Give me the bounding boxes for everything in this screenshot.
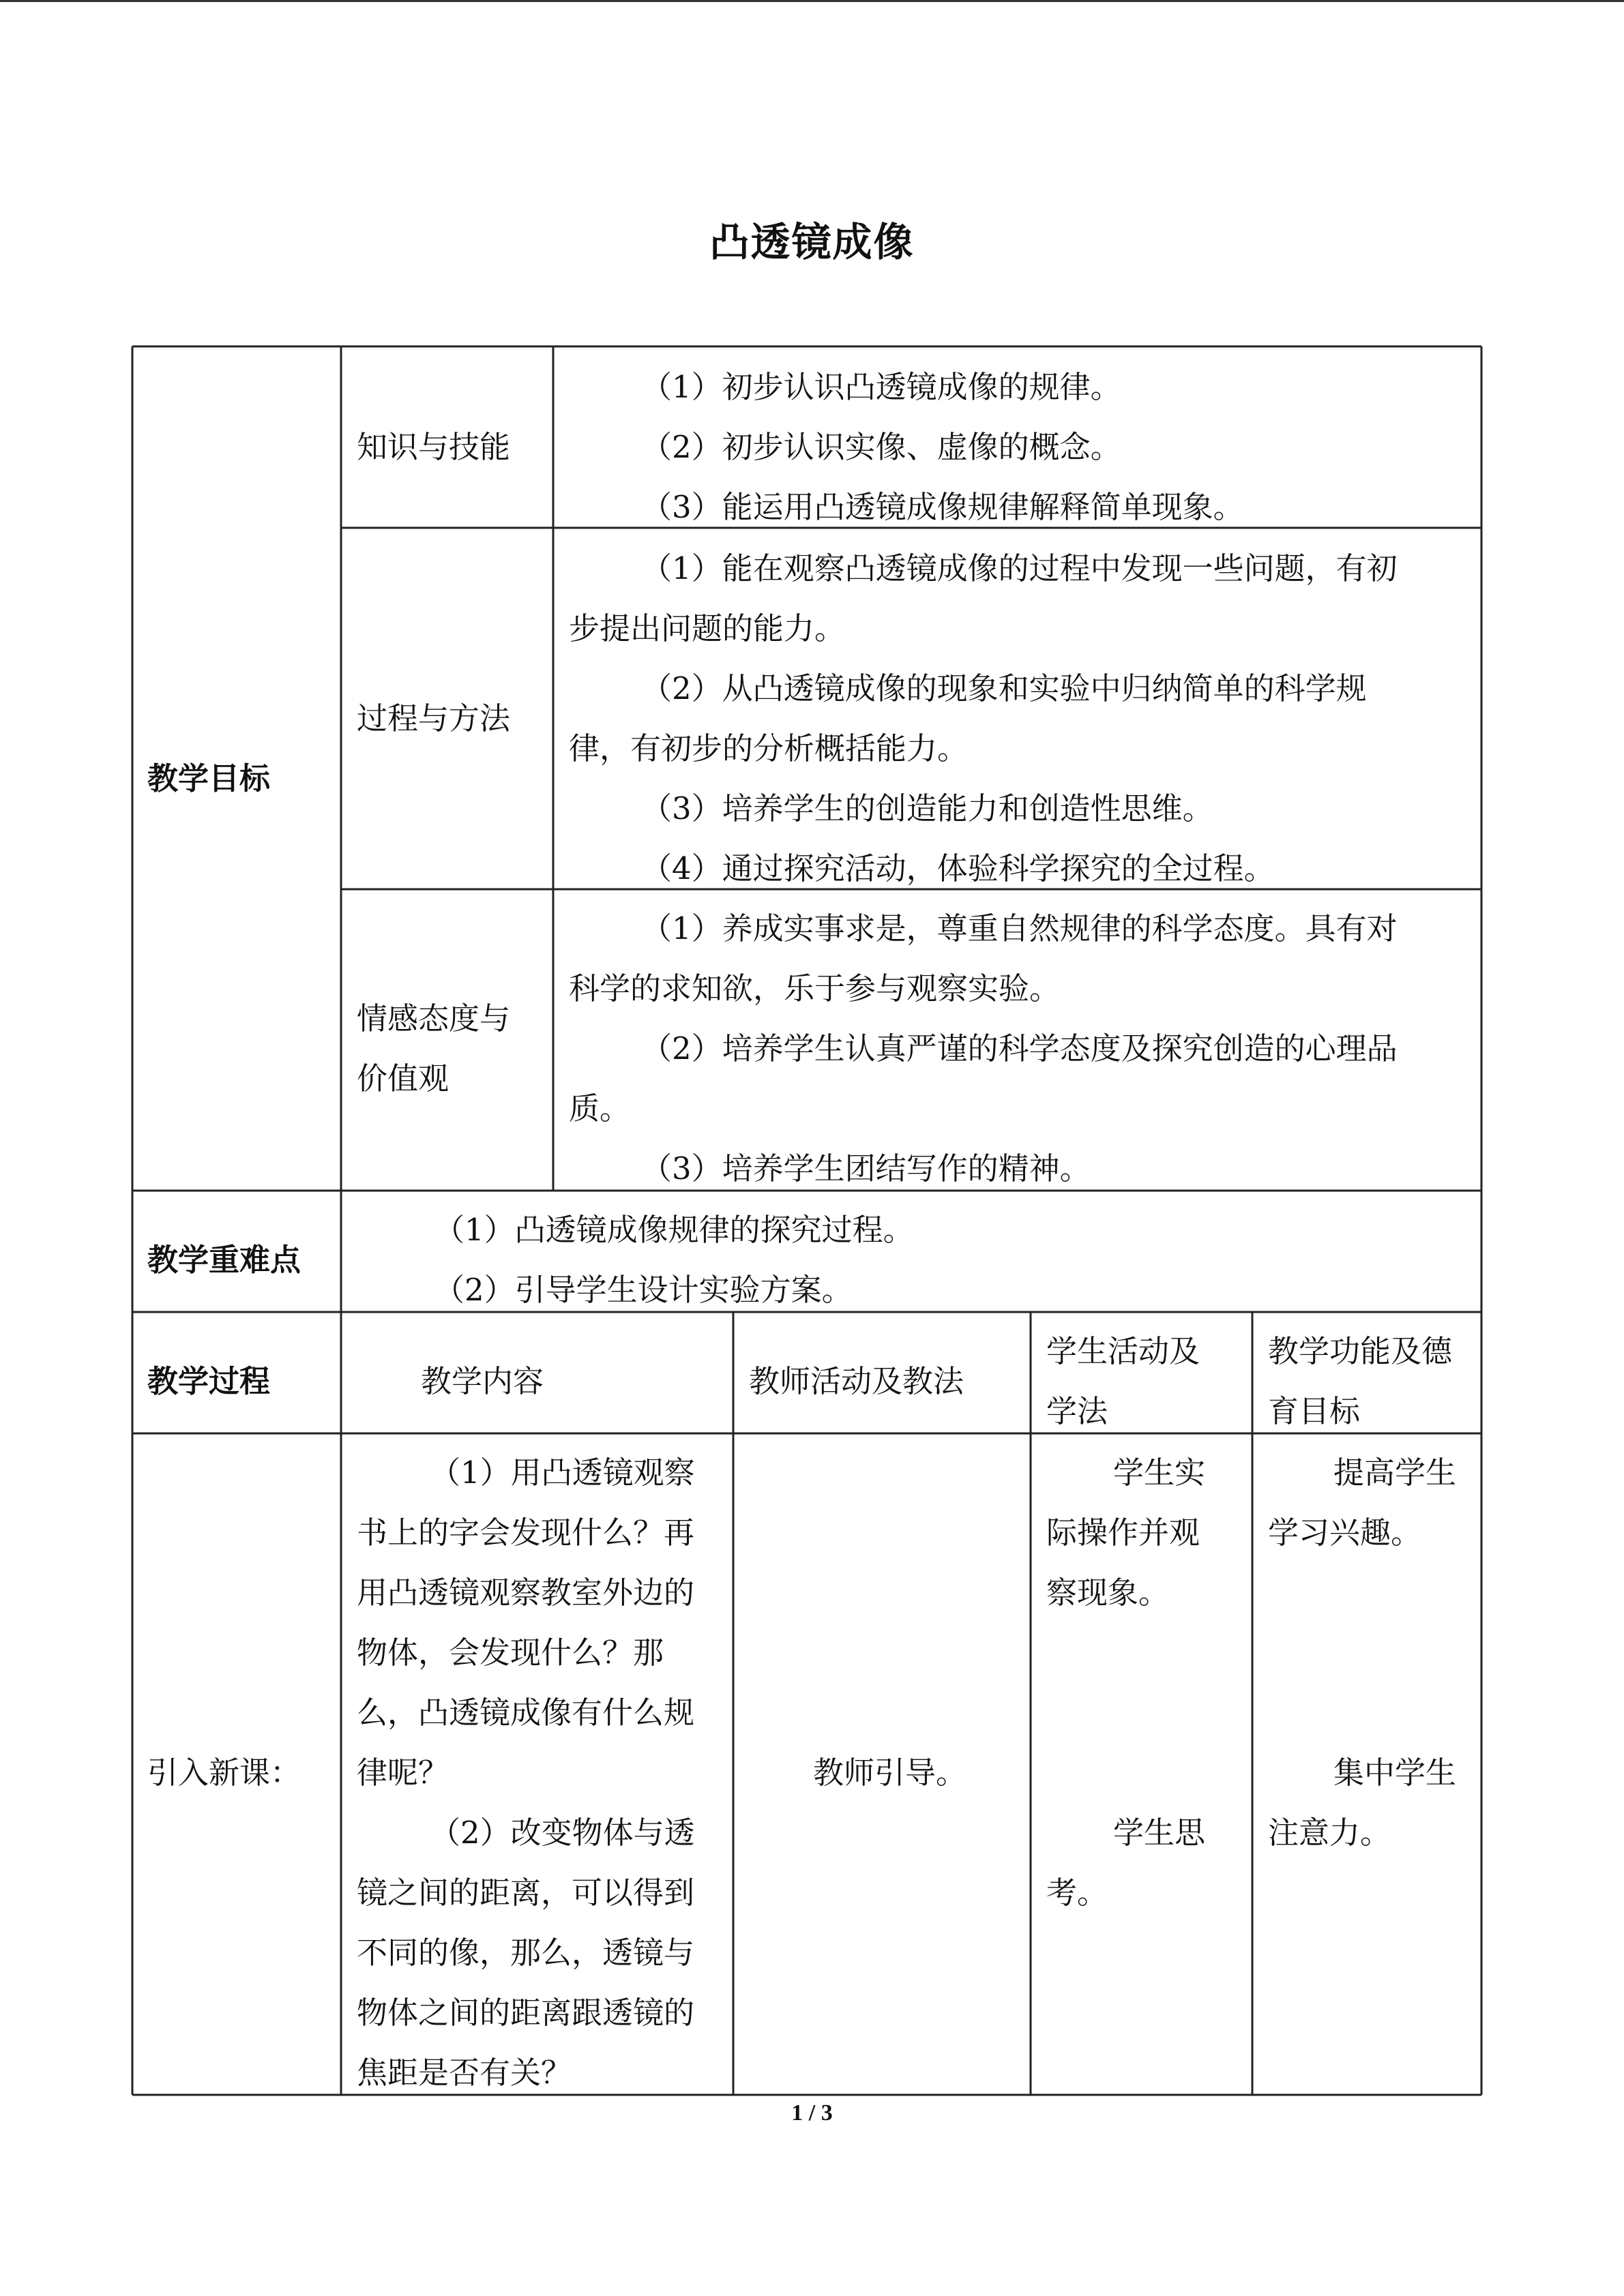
knowledge-line-2: （2）初步认识实像、虚像的概念。	[641, 429, 1121, 465]
page-title: 凸透镜成像	[709, 219, 915, 265]
row1-content-line-6: 律呢？	[357, 1755, 449, 1791]
header-student-line-2: 学法	[1046, 1393, 1108, 1429]
row1-content-line-10: 物体之间的距离跟透镜的	[357, 1995, 695, 2031]
row1-content-line-2: 书上的字会发现什么？再	[357, 1515, 695, 1551]
row1-content-line-1: （1）用凸透镜观察	[430, 1455, 695, 1491]
knowledge-line-3: （3）能运用凸透镜成像规律解释简单现象。	[641, 489, 1244, 525]
knowledge-line-1: （1）初步认识凸透镜成像的规律。	[641, 369, 1121, 405]
process-line-3: （2）从凸透镜成像的现象和实验中归纳简单的科学规	[641, 670, 1367, 706]
process-line-2: 步提出问题的能力。	[569, 610, 846, 646]
attitude-line-4: 质。	[569, 1090, 631, 1127]
header-function-line-1: 教学功能及德	[1268, 1333, 1453, 1369]
row1-teacher: 教师引导。	[813, 1755, 967, 1791]
row1-content-line-4: 物体，会发现什么？那	[357, 1635, 664, 1671]
row1-function-b-line-2: 注意力。	[1268, 1815, 1391, 1851]
key-point-1: （1）凸透镜成像规律的探究过程。	[434, 1212, 914, 1248]
process-label: 过程与方法	[357, 700, 511, 736]
row1-function-b-line-1: 集中学生	[1333, 1755, 1457, 1791]
key-points-label: 教学重难点	[147, 1242, 301, 1278]
attitude-line-2: 科学的求知欲，乐于参与观察实验。	[569, 970, 1061, 1007]
process-line-5: （3）培养学生的创造能力和创造性思维。	[641, 790, 1213, 826]
header-content: 教学内容	[421, 1363, 544, 1399]
row1-student-b-line-1: 学生思	[1113, 1815, 1206, 1851]
attitude-line-1: （1）养成实事求是，尊重自然规律的科学态度。具有对	[641, 910, 1398, 946]
row1-student-a-line-1: 学生实	[1113, 1455, 1206, 1491]
attitude-line-3: （2）培养学生认真严谨的科学态度及探究创造的心理品	[641, 1030, 1398, 1067]
row1-content-line-9: 不同的像，那么，透镜与	[357, 1935, 695, 1971]
row1-stage: 引入新课：	[147, 1755, 301, 1791]
row1-student-a-line-3: 察现象。	[1046, 1575, 1170, 1611]
attitude-label-line-1: 情感态度与	[357, 1000, 511, 1037]
row1-student-b-line-2: 考。	[1046, 1875, 1108, 1911]
process-line-4: 律，有初步的分析概括能力。	[569, 730, 969, 766]
key-point-2: （2）引导学生设计实验方案。	[434, 1272, 853, 1308]
process-table-label: 教学过程	[147, 1363, 271, 1399]
row1-content-line-11: 焦距是否有关？	[357, 2055, 572, 2091]
knowledge-label: 知识与技能	[357, 429, 511, 465]
process-line-6: （4）通过探究活动，体验科学探究的全过程。	[641, 850, 1275, 886]
page-number: 1 / 3	[791, 2100, 833, 2126]
attitude-line-5: （3）培养学生团结写作的精神。	[641, 1150, 1091, 1187]
attitude-label-line-2: 价值观	[357, 1060, 449, 1097]
header-student-line-1: 学生活动及	[1046, 1333, 1200, 1369]
row1-function-a-line-2: 学习兴趣。	[1268, 1515, 1422, 1551]
objectives-label: 教学目标	[147, 760, 271, 796]
header-teacher: 教师活动及教法	[749, 1363, 964, 1399]
row1-function-a-line-1: 提高学生	[1333, 1455, 1457, 1491]
process-line-1: （1）能在观察凸透镜成像的过程中发现一些问题，有初	[641, 550, 1398, 586]
row1-student-a-line-2: 际操作并观	[1046, 1515, 1200, 1551]
row1-content-line-8: 镜之间的距离，可以得到	[357, 1875, 695, 1911]
header-function-line-2: 育目标	[1268, 1393, 1361, 1429]
row1-content-line-5: 么，凸透镜成像有什么规	[357, 1695, 695, 1731]
row1-content-line-3: 用凸透镜观察教室外边的	[357, 1575, 695, 1611]
row1-content-line-7: （2）改变物体与透	[430, 1815, 695, 1851]
